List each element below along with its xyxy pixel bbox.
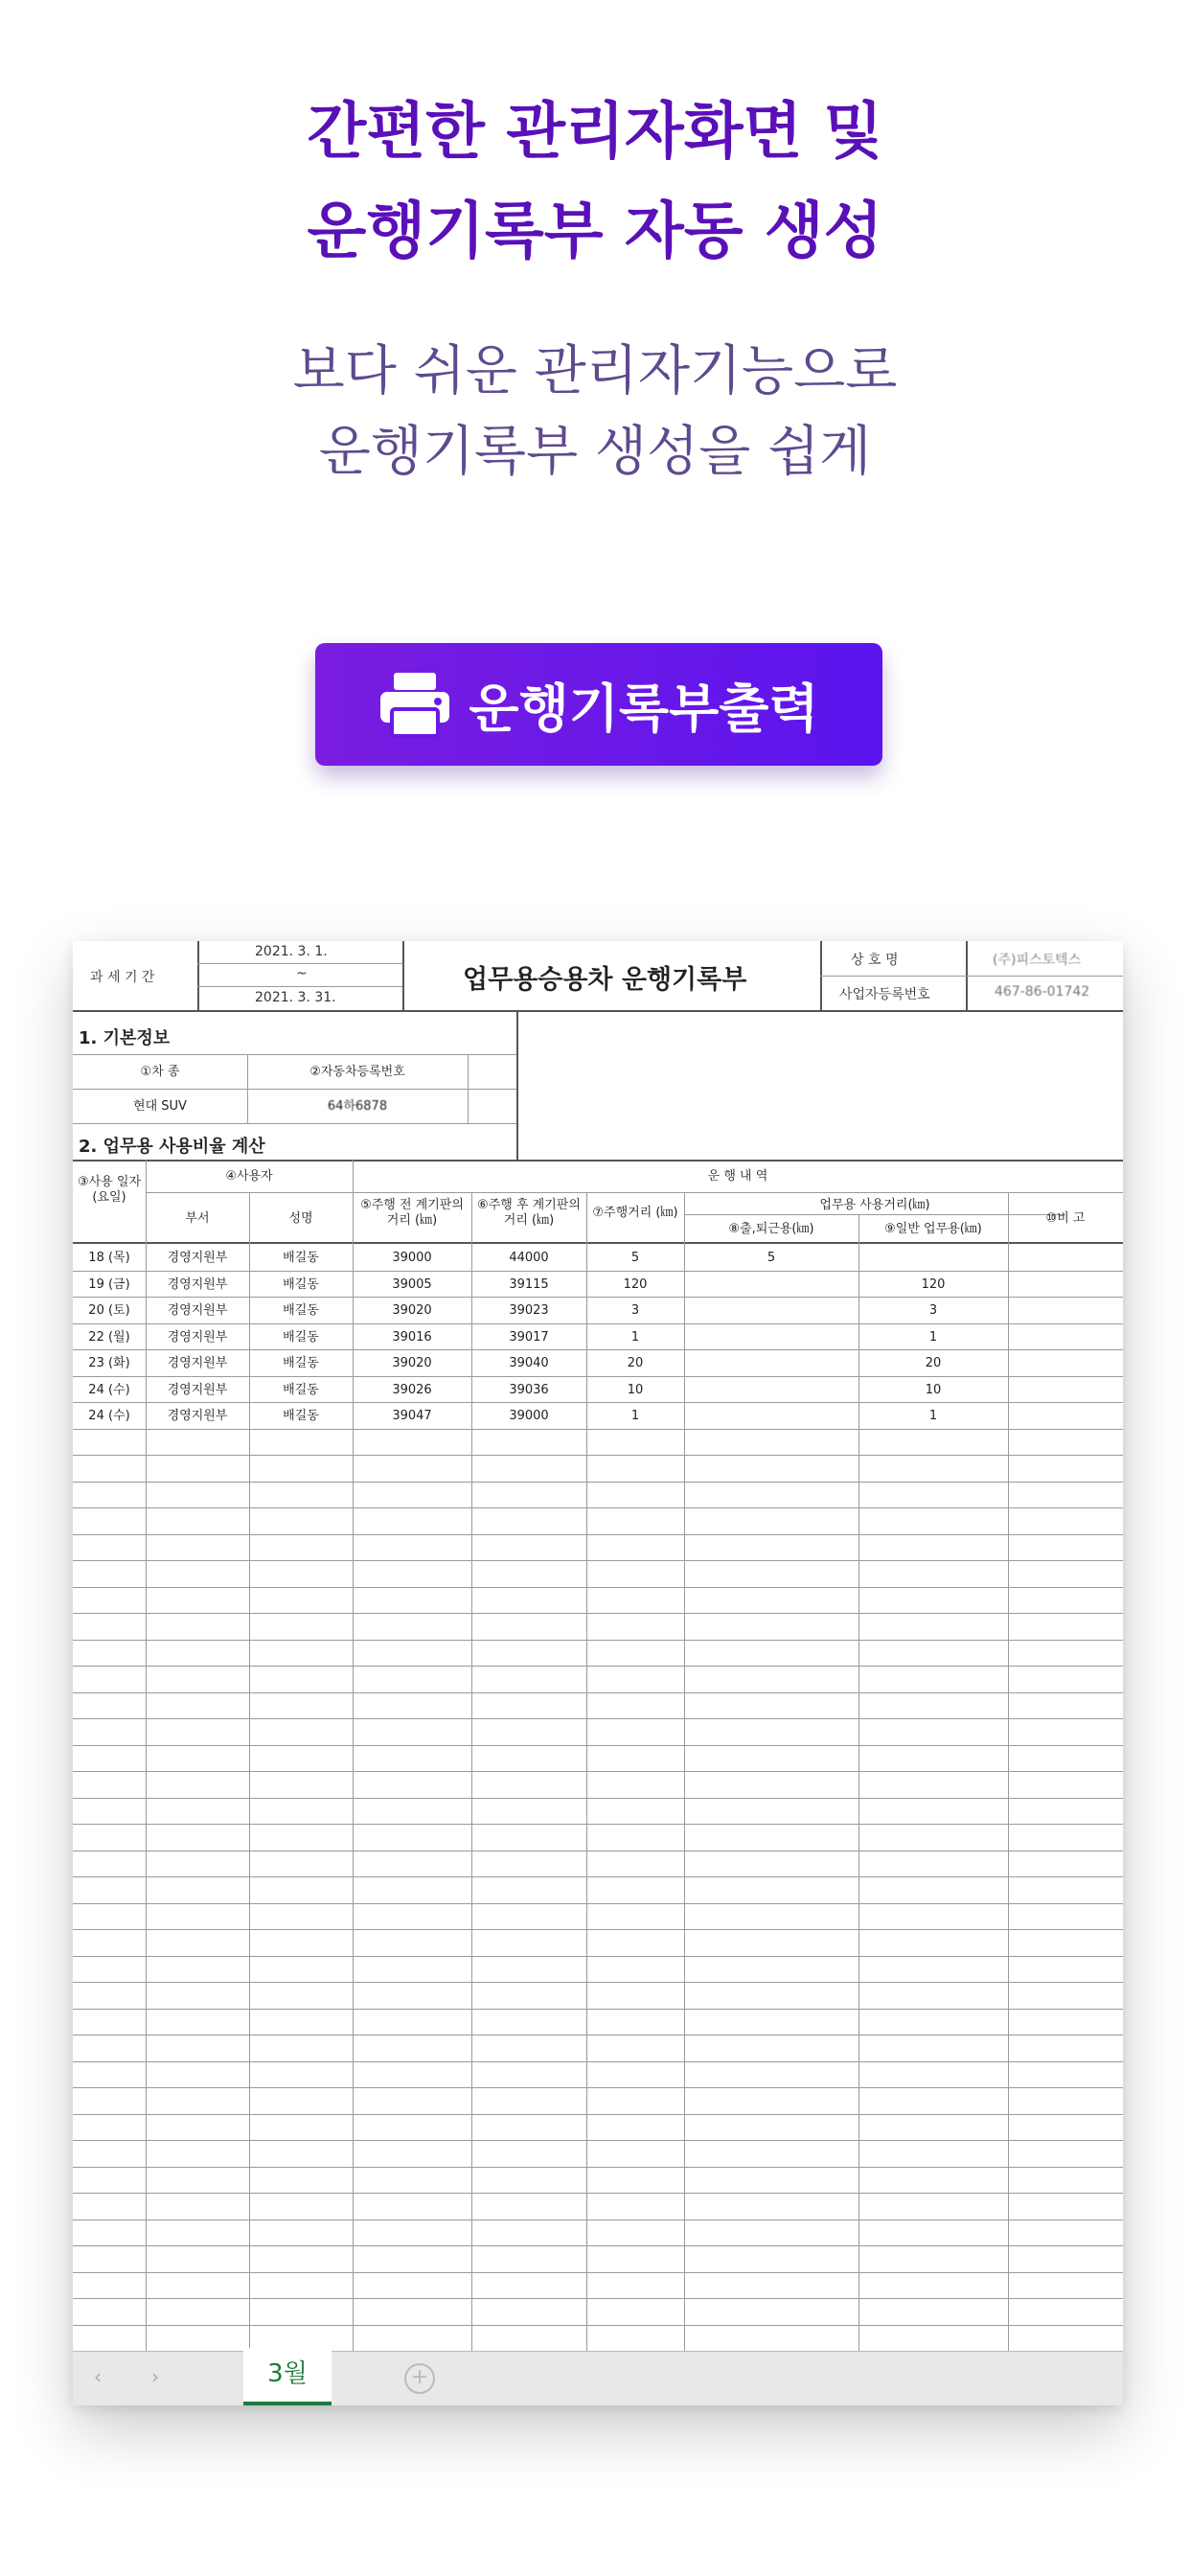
row-cell-dept: 경영지원부 — [167, 1382, 228, 1397]
row-divider — [73, 1613, 1123, 1614]
row-cell-before: 39016 — [392, 1329, 432, 1345]
col-detail-header: 운 행 내 역 — [707, 1169, 768, 1184]
row-divider — [73, 1376, 1123, 1377]
row-divider — [73, 2193, 1123, 2194]
row-divider — [73, 1402, 1123, 1403]
row-divider — [73, 2245, 1123, 2246]
row-divider — [73, 1982, 1123, 1983]
row-cell-after: 39040 — [509, 1356, 549, 1370]
row-divider — [73, 1824, 1123, 1825]
row-cell-before: 39000 — [392, 1251, 432, 1265]
row-cell-general: 1 — [928, 1329, 938, 1345]
row-cell-general: 1 — [928, 1409, 938, 1423]
company-label: 상 호 명 — [851, 953, 899, 968]
row-divider — [73, 2009, 1123, 2010]
row-cell-name: 배길동 — [283, 1409, 319, 1423]
row-cell-dist: 120 — [623, 1276, 648, 1292]
col-note-header: ⑩비 고 — [1045, 1211, 1086, 1226]
row-divider — [73, 2061, 1123, 2062]
row-divider — [73, 1718, 1123, 1719]
row-cell-before: 39026 — [392, 1382, 432, 1397]
row-cell-commute: 5 — [767, 1251, 776, 1265]
col-after-header: ⑥주행 후 계기판의 거리 (㎞) — [477, 1198, 581, 1228]
row-cell-dept: 경영지원부 — [167, 1356, 228, 1370]
row-cell-general: 120 — [921, 1276, 946, 1292]
row-divider — [73, 1297, 1123, 1298]
headline-line-2: 운행기록부 자동 생성 — [307, 196, 883, 267]
row-divider — [73, 2325, 1123, 2326]
row-divider — [73, 2272, 1123, 2273]
row-cell-dist: 1 — [630, 1409, 640, 1423]
row-divider — [73, 1482, 1123, 1483]
plate-number-header: ②자동차등록번호 — [309, 1065, 405, 1079]
col-distance-header: ⑦주행거리 (㎞) — [592, 1206, 678, 1220]
row-cell-before: 39020 — [392, 1356, 432, 1370]
row-divider — [73, 2035, 1123, 2036]
sheet-header — [73, 941, 1123, 1012]
row-cell-date: 23 (화) — [88, 1356, 130, 1370]
row-cell-dist: 20 — [627, 1356, 644, 1370]
row-cell-name: 배길동 — [283, 1356, 319, 1370]
row-cell-date: 24 (수) — [88, 1382, 130, 1397]
row-cell-before: 39047 — [392, 1409, 432, 1423]
vehicle-type-header: ①차 종 — [140, 1065, 180, 1079]
row-divider — [73, 1271, 1123, 1272]
row-divider — [73, 1745, 1123, 1746]
row-divider — [73, 2087, 1123, 2088]
printer-icon — [378, 671, 451, 738]
row-cell-dist: 3 — [630, 1303, 640, 1318]
row-cell-general: 3 — [928, 1303, 938, 1318]
row-cell-date: 24 (수) — [88, 1409, 130, 1423]
row-cell-name: 배길동 — [283, 1303, 319, 1318]
section1-title: 1. 기본정보 — [79, 1028, 171, 1048]
row-divider — [73, 1692, 1123, 1693]
row-cell-dept: 경영지원부 — [167, 1251, 228, 1265]
add-sheet-icon[interactable]: + — [404, 2363, 435, 2394]
row-cell-before: 39005 — [392, 1276, 432, 1292]
row-cell-name: 배길동 — [283, 1382, 319, 1397]
row-divider — [73, 1903, 1123, 1904]
row-cell-date: 22 (월) — [88, 1329, 130, 1345]
row-divider — [73, 1798, 1123, 1799]
row-cell-date: 19 (금) — [88, 1276, 130, 1292]
col-user-header: ④사용자 — [225, 1169, 273, 1184]
row-cell-general: 20 — [925, 1356, 942, 1370]
subheadline-line-1: 보다 쉬운 관리자기능으로 — [292, 340, 898, 402]
print-logbook-button[interactable] — [315, 643, 882, 766]
subheadline-line-2: 운행기록부 생성을 쉽게 — [318, 421, 872, 483]
col-business-header: 업무용 사용거리(㎞) — [819, 1198, 930, 1212]
row-divider — [73, 1455, 1123, 1456]
headline-line-1: 간편한 관리자화면 및 — [307, 97, 883, 168]
row-divider — [73, 1534, 1123, 1535]
row-cell-name: 배길동 — [283, 1329, 319, 1345]
company-value: (주)피스토텍스 — [993, 953, 1082, 968]
row-divider — [73, 1323, 1123, 1324]
col-general-header: ⑨일반 업무용(㎞) — [884, 1222, 982, 1236]
row-cell-after: 39000 — [509, 1409, 549, 1423]
row-cell-after: 39023 — [509, 1303, 549, 1318]
section2-title: 2. 업무용 사용비율 계산 — [79, 1137, 265, 1157]
row-cell-after: 39115 — [509, 1276, 549, 1292]
row-divider — [73, 2140, 1123, 2141]
row-cell-general: 10 — [925, 1382, 942, 1397]
sheet-title: 업무용승용차 운행기록부 — [463, 965, 747, 995]
plate-number-value: 64하6878 — [327, 1099, 388, 1114]
logbook-spreadsheet — [73, 941, 1123, 2405]
period-separator: ~ — [296, 966, 308, 981]
vehicle-type-value: 현대 SUV — [133, 1099, 187, 1114]
bizno-value: 467-86-01742 — [995, 984, 1090, 1000]
row-divider — [73, 1851, 1123, 1852]
period-end: 2021. 3. 31. — [255, 990, 336, 1005]
row-cell-dist: 5 — [630, 1251, 640, 1265]
row-divider — [73, 1349, 1123, 1350]
row-cell-dept: 경영지원부 — [167, 1276, 228, 1292]
col-name-header: 성명 — [288, 1211, 313, 1226]
col-dept-header: 부서 — [185, 1211, 210, 1226]
row-divider — [73, 1666, 1123, 1667]
bizno-label: 사업자등록번호 — [839, 987, 930, 1002]
col-commute-header: ⑧출,퇴근용(㎞) — [728, 1222, 814, 1236]
row-cell-after: 44000 — [509, 1251, 549, 1265]
sheet-tab-march[interactable]: 3월 — [243, 2348, 332, 2405]
row-cell-dist: 10 — [627, 1382, 644, 1397]
row-divider — [73, 1587, 1123, 1588]
next-sheet-icon[interactable]: › — [151, 2365, 159, 2388]
row-cell-before: 39020 — [392, 1303, 432, 1318]
row-divider — [73, 1507, 1123, 1508]
row-divider — [73, 2114, 1123, 2115]
col-date-header: ③사용 일자 (요일) — [77, 1175, 142, 1205]
row-divider — [73, 1640, 1123, 1641]
row-cell-date: 18 (목) — [88, 1251, 130, 1265]
row-cell-dept: 경영지원부 — [167, 1329, 228, 1345]
row-cell-dept: 경영지원부 — [167, 1303, 228, 1318]
row-divider — [73, 2298, 1123, 2299]
row-cell-name: 배길동 — [283, 1251, 319, 1265]
row-divider — [73, 1560, 1123, 1561]
row-divider — [73, 1956, 1123, 1957]
row-cell-dept: 경영지원부 — [167, 1409, 228, 1423]
row-divider — [73, 2167, 1123, 2168]
col-before-header: ⑤주행 전 계기판의 거리 (㎞) — [360, 1198, 464, 1228]
row-divider — [73, 1429, 1123, 1430]
row-cell-after: 39017 — [509, 1329, 549, 1345]
sheet-tab-bar — [73, 2351, 1123, 2405]
row-cell-name: 배길동 — [283, 1276, 319, 1292]
row-cell-after: 39036 — [509, 1382, 549, 1397]
prev-sheet-icon[interactable]: ‹ — [94, 2365, 102, 2388]
period-start: 2021. 3. 1. — [255, 944, 328, 959]
print-logbook-label: 운행기록부출력 — [469, 678, 819, 739]
row-divider — [73, 1771, 1123, 1772]
row-cell-dist: 1 — [630, 1329, 640, 1345]
row-cell-date: 20 (토) — [88, 1303, 130, 1318]
row-divider — [73, 1929, 1123, 1930]
period-label: 과 세 기 간 — [90, 970, 155, 985]
row-divider — [73, 1876, 1123, 1877]
